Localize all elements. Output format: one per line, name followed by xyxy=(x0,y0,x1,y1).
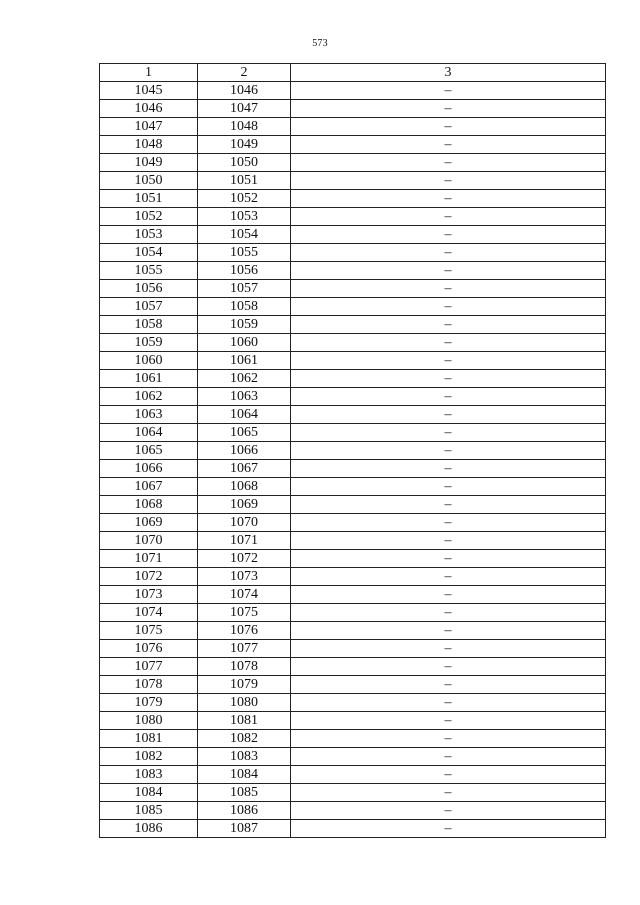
table-row xyxy=(100,100,606,118)
column-header-1: 1 xyxy=(100,64,198,82)
table-row xyxy=(100,478,606,496)
table-cell-col-3: – xyxy=(291,334,606,352)
table-cell-col-2: 1073 xyxy=(198,568,291,586)
table-row xyxy=(100,298,606,316)
table-cell-col-1: 1080 xyxy=(100,712,198,730)
table-cell-col-1: 1059 xyxy=(100,334,198,352)
table-cell-col-1: 1052 xyxy=(100,208,198,226)
table-cell-col-2: 1055 xyxy=(198,244,291,262)
table-cell-col-2: 1079 xyxy=(198,676,291,694)
table-cell-col-2: 1059 xyxy=(198,316,291,334)
table-cell-col-1: 1048 xyxy=(100,136,198,154)
table-cell-col-3: – xyxy=(291,604,606,622)
page-number: 573 xyxy=(312,38,328,49)
table-cell-col-1: 1057 xyxy=(100,298,198,316)
table-cell-col-2: 1061 xyxy=(198,352,291,370)
table-row xyxy=(100,784,606,802)
table-cell-col-3: – xyxy=(291,370,606,388)
table-cell-col-1: 1084 xyxy=(100,784,198,802)
table-cell-col-3: – xyxy=(291,478,606,496)
table-cell-col-2: 1054 xyxy=(198,226,291,244)
table-cell-col-1: 1049 xyxy=(100,154,198,172)
table-cell-col-3: – xyxy=(291,514,606,532)
table-row xyxy=(100,622,606,640)
table-row xyxy=(100,712,606,730)
table-cell-col-1: 1066 xyxy=(100,460,198,478)
table-cell-col-1: 1071 xyxy=(100,550,198,568)
table-row xyxy=(100,640,606,658)
table-cell-col-3: – xyxy=(291,118,606,136)
table-cell-col-3: – xyxy=(291,496,606,514)
table-row xyxy=(100,496,606,514)
table-cell-col-3: – xyxy=(291,532,606,550)
table-cell-col-2: 1048 xyxy=(198,118,291,136)
table-cell-col-3: – xyxy=(291,766,606,784)
table-cell-col-3: – xyxy=(291,244,606,262)
table-cell-col-1: 1073 xyxy=(100,586,198,604)
table-row xyxy=(100,658,606,676)
table-cell-col-2: 1067 xyxy=(198,460,291,478)
table-cell-col-1: 1082 xyxy=(100,748,198,766)
table-header xyxy=(100,64,606,82)
table-cell-col-3: – xyxy=(291,100,606,118)
table-cell-col-2: 1087 xyxy=(198,820,291,838)
table-cell-col-1: 1070 xyxy=(100,532,198,550)
table-row xyxy=(100,352,606,370)
column-header-3: 3 xyxy=(291,64,606,82)
table-cell-col-2: 1058 xyxy=(198,298,291,316)
table-row xyxy=(100,316,606,334)
table-row xyxy=(100,694,606,712)
table-cell-col-3: – xyxy=(291,802,606,820)
table-cell-col-2: 1080 xyxy=(198,694,291,712)
table-cell-col-2: 1076 xyxy=(198,622,291,640)
data-table xyxy=(99,63,606,838)
table-row xyxy=(100,730,606,748)
table-cell-col-3: – xyxy=(291,316,606,334)
table-cell-col-3: – xyxy=(291,262,606,280)
table-cell-col-1: 1062 xyxy=(100,388,198,406)
table-cell-col-1: 1051 xyxy=(100,190,198,208)
table-cell-col-2: 1051 xyxy=(198,172,291,190)
table-row xyxy=(100,280,606,298)
table-cell-col-3: – xyxy=(291,694,606,712)
table-cell-col-2: 1071 xyxy=(198,532,291,550)
table-cell-col-2: 1057 xyxy=(198,280,291,298)
table-cell-col-2: 1056 xyxy=(198,262,291,280)
table-cell-col-3: – xyxy=(291,730,606,748)
table-cell-col-1: 1069 xyxy=(100,514,198,532)
table-cell-col-2: 1050 xyxy=(198,154,291,172)
table-cell-col-3: – xyxy=(291,586,606,604)
table-row xyxy=(100,136,606,154)
table-cell-col-1: 1072 xyxy=(100,568,198,586)
table-row xyxy=(100,442,606,460)
table-cell-col-3: – xyxy=(291,550,606,568)
table-cell-col-2: 1074 xyxy=(198,586,291,604)
table-cell-col-2: 1053 xyxy=(198,208,291,226)
table-row xyxy=(100,388,606,406)
table-cell-col-3: – xyxy=(291,208,606,226)
table-cell-col-1: 1053 xyxy=(100,226,198,244)
table-cell-col-3: – xyxy=(291,784,606,802)
table-cell-col-3: – xyxy=(291,388,606,406)
table-row xyxy=(100,334,606,352)
table-cell-col-1: 1086 xyxy=(100,820,198,838)
table-cell-col-2: 1083 xyxy=(198,748,291,766)
table-cell-col-1: 1083 xyxy=(100,766,198,784)
table-cell-col-1: 1061 xyxy=(100,370,198,388)
table-cell-col-1: 1076 xyxy=(100,640,198,658)
table-cell-col-2: 1085 xyxy=(198,784,291,802)
table-cell-col-1: 1074 xyxy=(100,604,198,622)
table-cell-col-3: – xyxy=(291,82,606,100)
table-cell-col-1: 1047 xyxy=(100,118,198,136)
table-cell-col-2: 1066 xyxy=(198,442,291,460)
table-row xyxy=(100,586,606,604)
table-row xyxy=(100,190,606,208)
table-body xyxy=(100,82,606,838)
table-row xyxy=(100,82,606,100)
table-cell-col-3: – xyxy=(291,190,606,208)
table-row xyxy=(100,820,606,838)
table-cell-col-3: – xyxy=(291,424,606,442)
table-cell-col-2: 1078 xyxy=(198,658,291,676)
table-cell-col-2: 1084 xyxy=(198,766,291,784)
table-row xyxy=(100,676,606,694)
table-row xyxy=(100,172,606,190)
table-cell-col-1: 1056 xyxy=(100,280,198,298)
table-cell-col-1: 1068 xyxy=(100,496,198,514)
table-row xyxy=(100,460,606,478)
table-cell-col-2: 1069 xyxy=(198,496,291,514)
table-cell-col-1: 1081 xyxy=(100,730,198,748)
table-cell-col-3: – xyxy=(291,568,606,586)
table-cell-col-2: 1086 xyxy=(198,802,291,820)
table-cell-col-3: – xyxy=(291,640,606,658)
table-cell-col-2: 1068 xyxy=(198,478,291,496)
table-cell-col-3: – xyxy=(291,352,606,370)
table-cell-col-2: 1052 xyxy=(198,190,291,208)
table-cell-col-3: – xyxy=(291,748,606,766)
table-cell-col-2: 1063 xyxy=(198,388,291,406)
table-row xyxy=(100,568,606,586)
table-cell-col-1: 1050 xyxy=(100,172,198,190)
table-cell-col-1: 1079 xyxy=(100,694,198,712)
table-cell-col-2: 1070 xyxy=(198,514,291,532)
table-cell-col-1: 1085 xyxy=(100,802,198,820)
table-row xyxy=(100,208,606,226)
table-cell-col-1: 1060 xyxy=(100,352,198,370)
table-cell-col-1: 1075 xyxy=(100,622,198,640)
table-cell-col-1: 1063 xyxy=(100,406,198,424)
table-cell-col-3: – xyxy=(291,298,606,316)
table-cell-col-3: – xyxy=(291,676,606,694)
table-cell-col-2: 1064 xyxy=(198,406,291,424)
table-cell-col-2: 1072 xyxy=(198,550,291,568)
table-cell-col-1: 1077 xyxy=(100,658,198,676)
table-row xyxy=(100,550,606,568)
table-row xyxy=(100,748,606,766)
table-cell-col-1: 1058 xyxy=(100,316,198,334)
table-row xyxy=(100,262,606,280)
table-cell-col-1: 1054 xyxy=(100,244,198,262)
table-row xyxy=(100,154,606,172)
table-row xyxy=(100,802,606,820)
table-cell-col-3: – xyxy=(291,154,606,172)
table-cell-col-3: – xyxy=(291,280,606,298)
table-cell-col-3: – xyxy=(291,622,606,640)
table-row xyxy=(100,370,606,388)
table-row xyxy=(100,244,606,262)
table-cell-col-1: 1067 xyxy=(100,478,198,496)
table-row xyxy=(100,514,606,532)
table-cell-col-3: – xyxy=(291,406,606,424)
table-cell-col-2: 1075 xyxy=(198,604,291,622)
table-row xyxy=(100,226,606,244)
table-cell-col-2: 1046 xyxy=(198,82,291,100)
table-cell-col-3: – xyxy=(291,712,606,730)
table-cell-col-1: 1045 xyxy=(100,82,198,100)
table-cell-col-2: 1077 xyxy=(198,640,291,658)
table-cell-col-3: – xyxy=(291,226,606,244)
table-cell-col-1: 1055 xyxy=(100,262,198,280)
table-cell-col-1: 1065 xyxy=(100,442,198,460)
table-row xyxy=(100,406,606,424)
table-cell-col-3: – xyxy=(291,442,606,460)
table-cell-col-1: 1064 xyxy=(100,424,198,442)
table-row xyxy=(100,424,606,442)
table-row xyxy=(100,604,606,622)
table-cell-col-2: 1049 xyxy=(198,136,291,154)
table-cell-col-2: 1060 xyxy=(198,334,291,352)
header-row xyxy=(100,64,606,82)
table-row xyxy=(100,118,606,136)
table-cell-col-2: 1047 xyxy=(198,100,291,118)
table-cell-col-2: 1062 xyxy=(198,370,291,388)
table-cell-col-2: 1065 xyxy=(198,424,291,442)
table-cell-col-3: – xyxy=(291,460,606,478)
table-cell-col-1: 1046 xyxy=(100,100,198,118)
table-cell-col-1: 1078 xyxy=(100,676,198,694)
table-cell-col-2: 1081 xyxy=(198,712,291,730)
table-cell-col-3: – xyxy=(291,820,606,838)
column-header-2: 2 xyxy=(198,64,291,82)
table-cell-col-3: – xyxy=(291,658,606,676)
table-row xyxy=(100,532,606,550)
table-cell-col-3: – xyxy=(291,136,606,154)
table-cell-col-3: – xyxy=(291,172,606,190)
table-row xyxy=(100,766,606,784)
table-cell-col-2: 1082 xyxy=(198,730,291,748)
